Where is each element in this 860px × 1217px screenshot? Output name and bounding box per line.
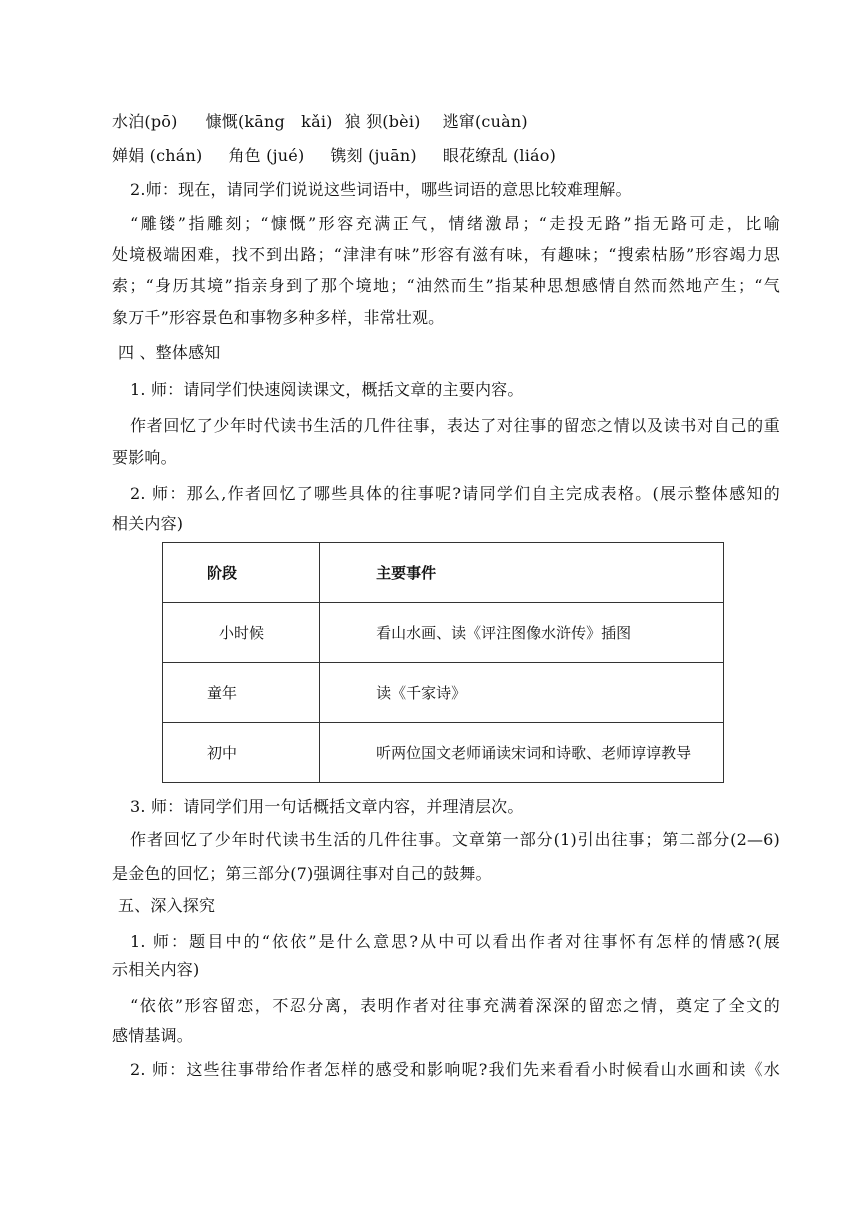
vocab-item: 婵娟 (chán) [112,146,203,165]
explain-line: 处境极端困难，找不到出路；“津津有味”形容有滋有味，有趣味；“搜索枯肠”形容竭力思 [112,245,780,264]
table-row [163,723,724,783]
section-4-answer-1: 作者回忆了少年时代读书生活的几件往事，表达了对往事的留恋之情以及读书对自己的重 [130,416,780,435]
section-4-answer-3-cont: 是金色的回忆；第三部分(7)强调往事对自己的鼓舞。 [112,864,492,883]
section-5-title: 五、深入探究 [118,896,216,915]
explain-line: “雕镂”指雕刻；“慷慨”形容充满正气，情绪激昂；“走投无路”指无路可走，比喻 [130,214,780,233]
vocab-item: 角色 (jué) [228,146,305,165]
section-4-answer-3: 作者回忆了少年时代读书生活的几件往事。文章第一部分(1)引出往事；第二部分(2—6) [130,830,780,849]
section-4-question-2: 2. 师：那么,作者回忆了哪些具体的往事呢?请同学们自主完成表格。(展示整体感知的 [130,484,780,503]
section-4-question-2-cont: 相关内容) [112,514,184,533]
vocab-item: 眼花缭乱 (liáo) [442,146,557,165]
events-table [162,542,724,783]
table-row [163,663,724,723]
vocab-item: 狼 狈(bèi) [344,112,421,131]
section-4-question-1: 1. 师：请同学们快速阅读课文，概括文章的主要内容。 [130,380,524,399]
section-5-question-1: 1. 师：题目中的“依依”是什么意思?从中可以看出作者对往事怀有怎样的情感?(展 [130,932,780,951]
section-5-answer-1-cont: 感情基调。 [112,1026,194,1045]
question-2: 2.师：现在，请同学们说说这些词语中，哪些词语的意思比较难理解。 [130,180,632,199]
table-cell-event: 读《千家诗》 [320,663,724,723]
explain-line: 象万千”形容景色和事物多种多样，非常壮观。 [112,308,445,327]
table-cell-event: 看山水画、读《评注图像水浒传》插图 [320,603,724,663]
table-cell-stage: 初中 [163,723,320,783]
vocab-item: 慷慨(kāng kǎi) [205,112,333,131]
explain-line: 索；“身历其境”指亲身到了那个境地；“油然而生”指某种思想感情自然而然地产生；“气 [112,276,780,295]
table-cell-stage: 小时候 [163,603,320,663]
table-cell-event: 听两位国文老师诵读宋词和诗歌、老师谆谆教导 [320,723,724,783]
vocab-item: 镌刻 (juān) [330,146,417,165]
section-5-question-2: 2. 师：这些往事带给作者怎样的感受和影响呢?我们先来看看小时候看山水画和读《水 [130,1060,780,1079]
section-5-answer-1: “依依”形容留恋，不忍分离，表明作者对往事充满着深深的留恋之情，奠定了全文的 [130,996,780,1015]
vocab-line-1 [112,112,528,132]
table-header-stage: 阶段 [163,543,320,603]
section-4-title: 四 、整体感知 [118,343,221,362]
table-row [163,603,724,663]
table-header-events: 主要事件 [320,543,724,603]
vocab-item: 逃窜(cuàn) [442,112,528,131]
vocab-line-2 [112,146,556,166]
section-4-answer-1-cont: 要影响。 [112,448,177,467]
vocab-item: 水泊(pō) [112,112,178,131]
section-5-question-1-cont: 示相关内容) [112,960,200,979]
table-cell-stage: 童年 [163,663,320,723]
table-header-row [163,543,724,603]
section-4-question-3: 3. 师：请同学们用一句话概括文章内容，并理清层次。 [130,797,524,816]
